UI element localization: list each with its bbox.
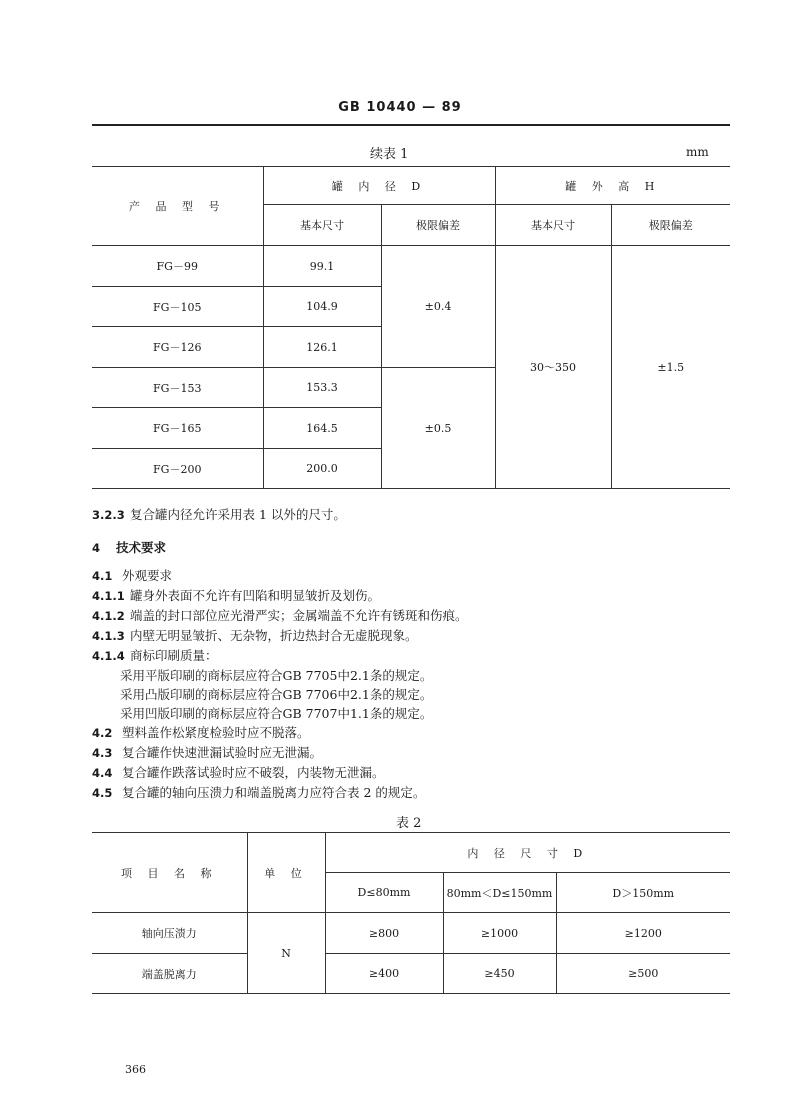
clause-number: 4.2: [92, 726, 113, 740]
clause-4-3: [92, 743, 468, 763]
clause-number: 4.5: [92, 786, 113, 800]
clause-number: 4.1.1: [92, 589, 125, 603]
section-title: 技术要求: [116, 540, 167, 555]
clause-text-line: 采用凹版印刷的商标层应符合GB 7707中1.1条的规定。: [120, 706, 433, 721]
section-4-heading: [92, 538, 166, 558]
value-range-3: ≥1200: [556, 913, 730, 954]
basic-size: 99.1: [263, 246, 381, 287]
value-range-3: ≥500: [556, 954, 730, 994]
clause-text-line: 采用平版印刷的商标层应符合GB 7705中2.1条的规定。: [120, 668, 433, 683]
sub-range-3: D＞150mm: [556, 873, 730, 913]
value-range-2: ≥1000: [443, 913, 556, 954]
clause-4-5: [92, 783, 468, 803]
product-model: FG－99: [92, 246, 263, 287]
basic-size: 126.1: [263, 327, 381, 368]
unit-value: N: [247, 913, 325, 994]
sub-range-2: 80mm＜D≤150mm: [443, 873, 556, 913]
clause-4-1-1: [92, 586, 468, 606]
clause-text: 外观要求: [122, 568, 173, 583]
product-model: FG－165: [92, 408, 263, 449]
clause-text: 复合罐内径允许采用表 1 以外的尺寸。: [130, 507, 346, 522]
value-range-1: ≥400: [325, 954, 443, 994]
outer-basic-size: 30～350: [495, 246, 611, 489]
clause-number: 4.1.2: [92, 609, 125, 623]
item-name: 轴向压溃力: [92, 913, 247, 954]
clause-number: 4.3: [92, 746, 113, 760]
header-rule: [92, 124, 730, 126]
group-inner-diameter: 内 径 尺 寸 D: [325, 833, 730, 873]
clause-4-1-3: [92, 626, 468, 646]
clause-list: [92, 566, 468, 803]
value-range-2: ≥450: [443, 954, 556, 994]
section-number: 4: [92, 541, 101, 555]
clause-number: 4.4: [92, 766, 113, 780]
basic-size: 164.5: [263, 408, 381, 449]
product-model: FG－153: [92, 368, 263, 408]
col-product-model: 产 品 型 号: [92, 167, 263, 246]
clause-text-line: 采用凸版印刷的商标层应符合GB 7706中2.1条的规定。: [120, 687, 433, 702]
table2-caption: 表 2: [396, 816, 422, 831]
sub-basic-size: 基本尺寸: [495, 205, 611, 246]
clause-number: 4.1.4: [92, 649, 125, 663]
clause-text: 塑料盖作松紧度检验时应不脱落。: [122, 725, 310, 740]
sub-tolerance: 极限偏差: [611, 205, 730, 246]
clause-4-1: [92, 566, 468, 586]
clause-4-1-2: [92, 606, 468, 626]
outer-tolerance: ±1.5: [611, 246, 730, 489]
basic-size: 153.3: [263, 368, 381, 408]
sub-range-1: D≤80mm: [325, 873, 443, 913]
tolerance-inner: ±0.4: [381, 246, 495, 368]
basic-size: 200.0: [263, 449, 381, 489]
clause-number: 4.1.3: [92, 629, 125, 643]
product-model: FG－200: [92, 449, 263, 489]
group-inner-diameter: 罐 内 径 D: [263, 167, 495, 205]
col-unit: 单 位: [247, 833, 325, 913]
basic-size: 104.9: [263, 287, 381, 327]
table1-caption: 续表 1: [370, 147, 409, 162]
clause-text: 复合罐作跌落试验时应不破裂，内装物无泄漏。: [122, 765, 385, 780]
clause-4-1-4: [92, 646, 468, 666]
table2: [92, 832, 730, 994]
product-model: FG－126: [92, 327, 263, 368]
value-range-1: ≥800: [325, 913, 443, 954]
col-item-name: 项 目 名 称: [92, 833, 247, 913]
sub-tolerance: 极限偏差: [381, 205, 495, 246]
clause-text: 商标印刷质量：: [130, 648, 218, 663]
clause-4-2: [92, 723, 468, 743]
table1-unit: mm: [686, 145, 709, 159]
clause-text: 复合罐作快速泄漏试验时应无泄漏。: [122, 745, 323, 760]
standard-number: GB 10440 — 89: [338, 100, 462, 115]
clause-text: 罐身外表面不允许有凹陷和明显皱折及划伤。: [130, 588, 381, 603]
clause-number: 3.2.3: [92, 508, 125, 522]
clause-3-2-3: [92, 505, 346, 525]
clause-4-4: [92, 763, 468, 783]
table1: [92, 166, 730, 489]
clause-text: 复合罐的轴向压溃力和端盖脱离力应符合表 2 的规定。: [122, 785, 426, 800]
tolerance-inner: ±0.5: [381, 368, 495, 489]
sub-basic-size: 基本尺寸: [263, 205, 381, 246]
clause-text: 内壁无明显皱折、无杂物，折边热封合无虚脱现象。: [130, 628, 418, 643]
product-model: FG－105: [92, 287, 263, 327]
group-outer-height: 罐 外 高 H: [495, 167, 730, 205]
clause-text: 端盖的封口部位应光滑严实；金属端盖不允许有锈斑和伤痕。: [130, 608, 468, 623]
clause-number: 4.1: [92, 569, 113, 583]
page-number: 366: [125, 1063, 146, 1076]
item-name: 端盖脱离力: [92, 954, 247, 994]
